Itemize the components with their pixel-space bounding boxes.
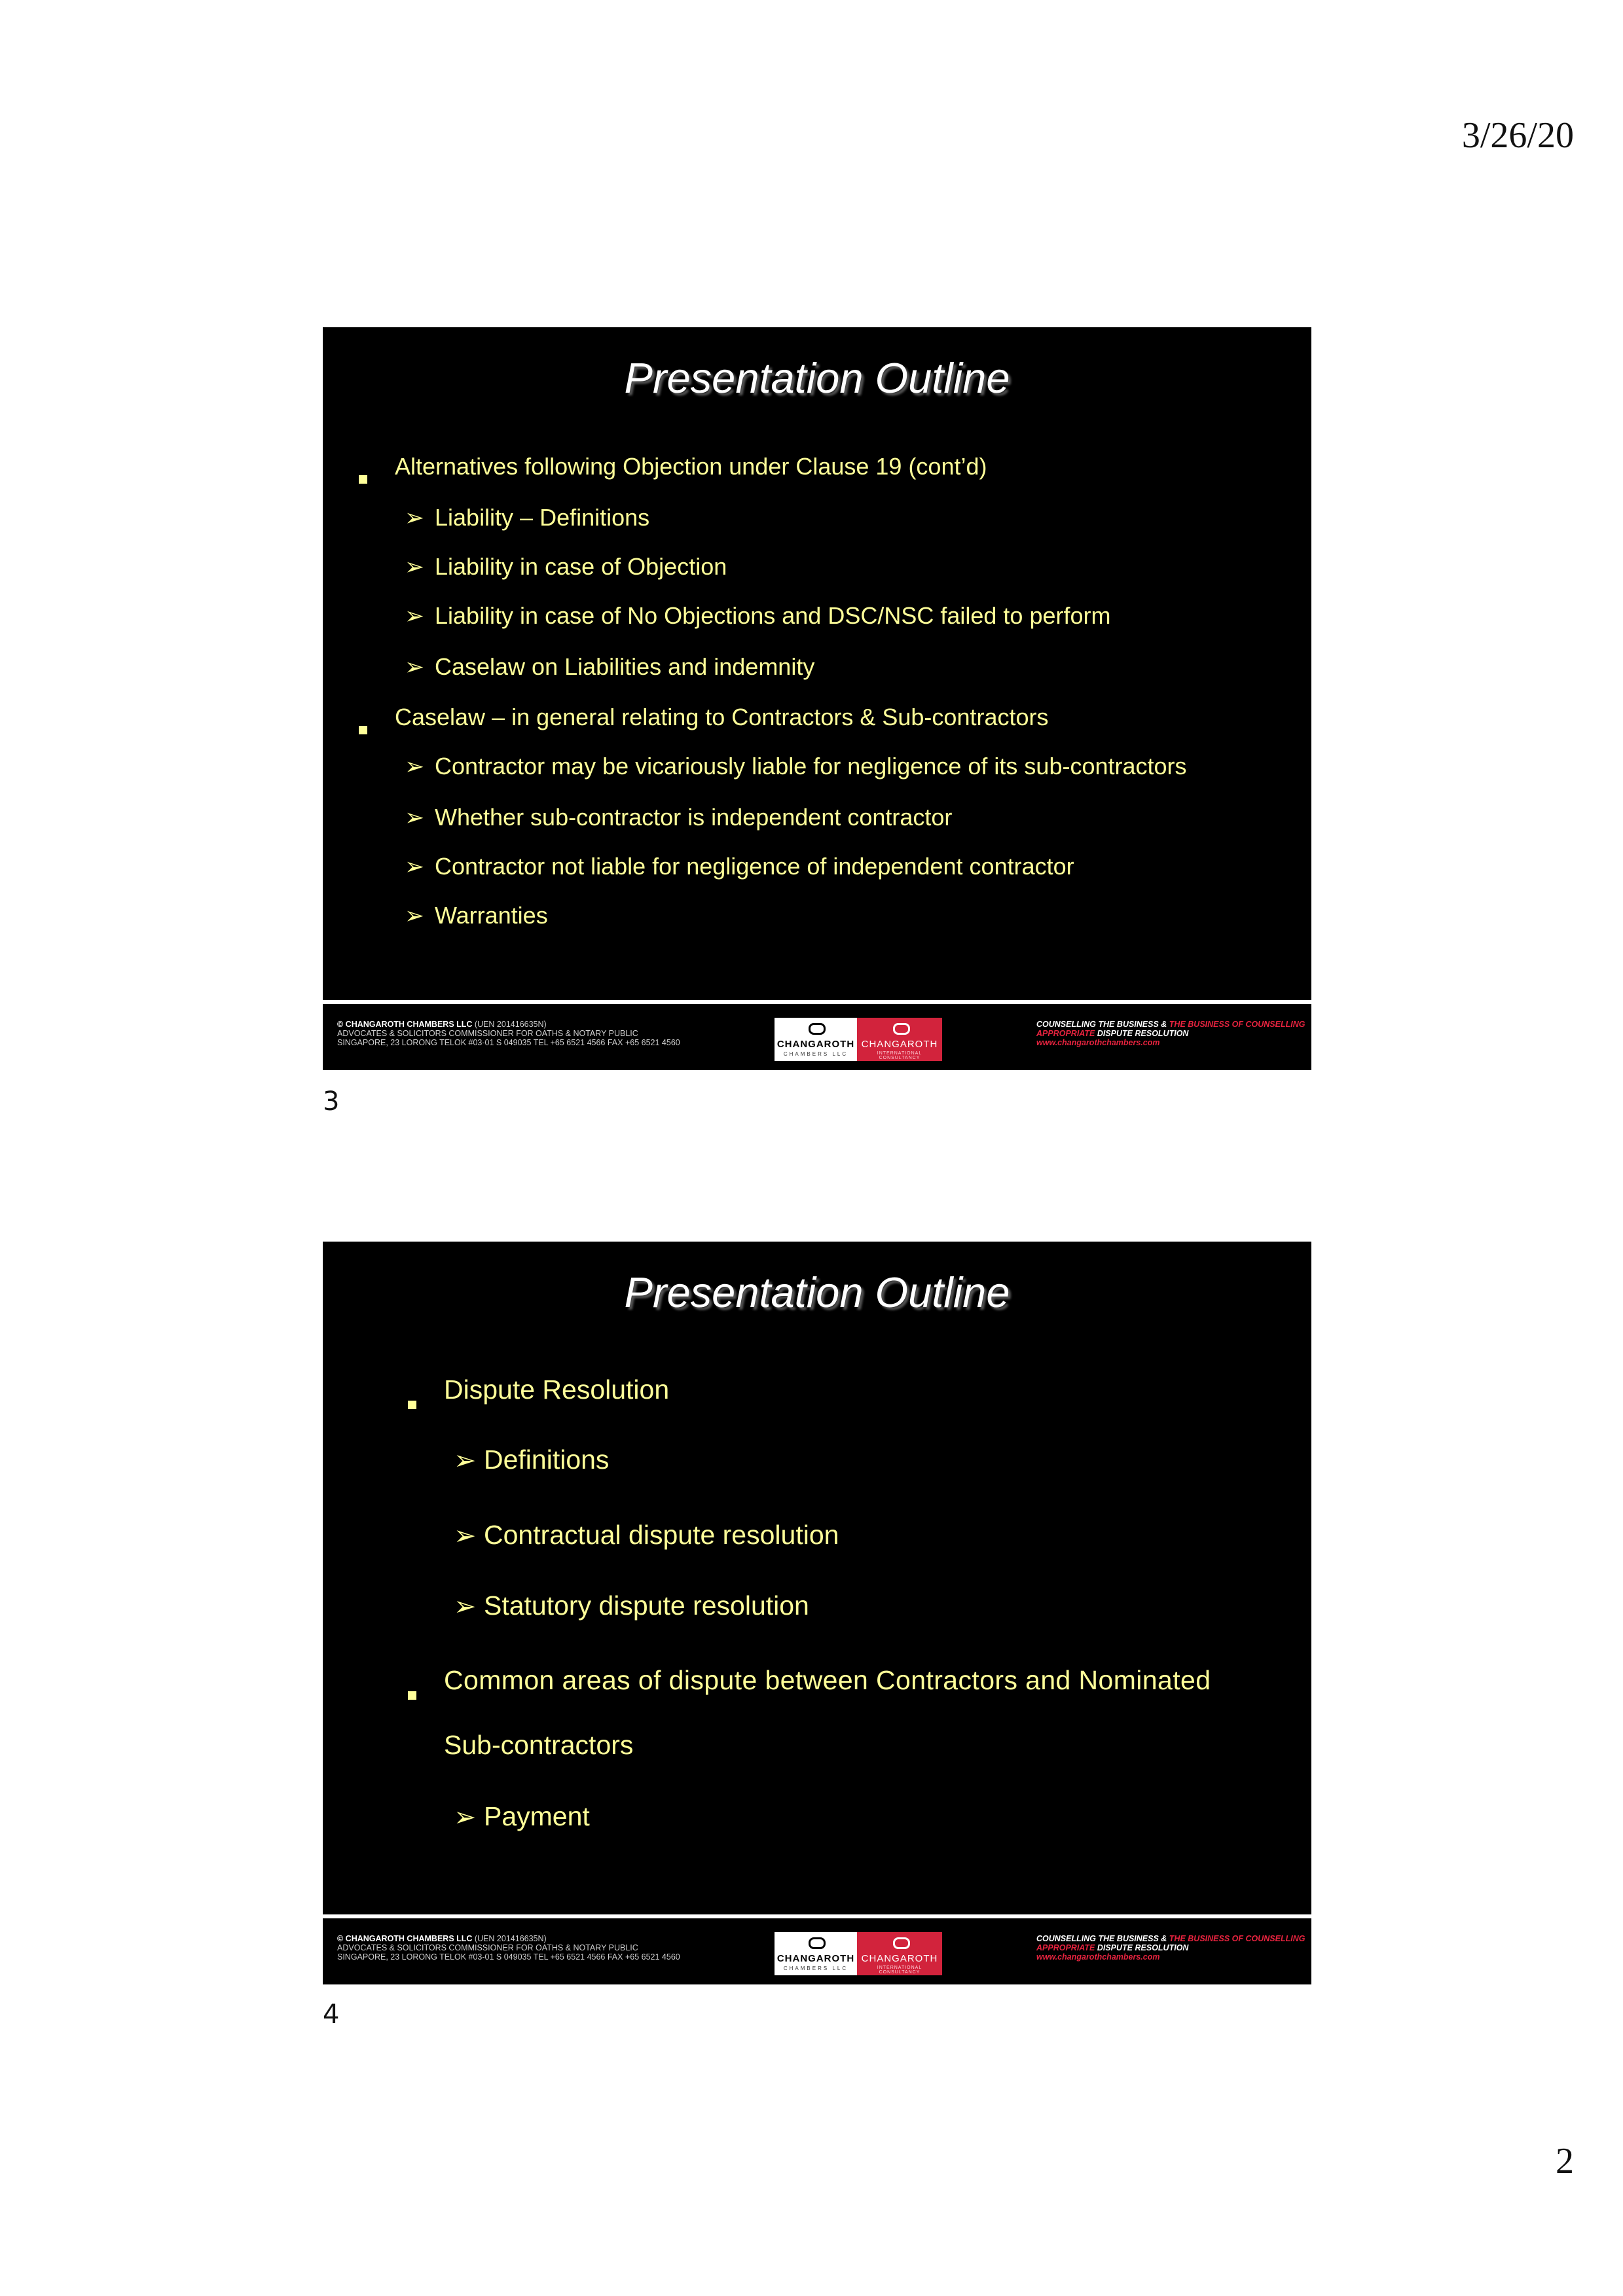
logo-mark-icon bbox=[809, 1937, 826, 1949]
logo-mark-icon bbox=[809, 1023, 826, 1035]
bullet-item: Common areas of dispute between Contractors and Nominated bbox=[408, 1665, 1211, 1696]
arrow-bullet-icon: ➢ bbox=[405, 753, 425, 780]
sub-bullet-item: ➢ Payment bbox=[454, 1801, 590, 1832]
company-logo bbox=[775, 1932, 942, 1975]
sub-bullet-item: ➢ Liability in case of No Objections and DSC/NSC failed to perform bbox=[405, 602, 1111, 629]
bullet-item: Alternatives following Objection under Clause 19 (cont’d) bbox=[359, 453, 987, 480]
footer-divider bbox=[323, 1000, 1311, 1004]
footer-tagline: COUNSELLING THE BUSINESS & THE BUSINESS OF COUNSELLING APPROPRIATE DISPUTE RESOLUTION www.changarothchambers.com bbox=[1036, 1934, 1305, 1962]
chambers-logo: CHANGAROTH CHAMBERS LLC bbox=[775, 1018, 857, 1061]
logo-mark-icon bbox=[893, 1937, 910, 1949]
arrow-bullet-icon: ➢ bbox=[405, 853, 425, 880]
sub-bullet-item: ➢ Contractor may be vicariously liable for negligence of its sub-contractors bbox=[405, 753, 1187, 780]
sub-bullet-item: ➢ Contractor not liable for negligence of independent contractor bbox=[405, 853, 1074, 880]
bullet-item: Dispute Resolution bbox=[408, 1374, 669, 1405]
website-link[interactable]: www.changarothchambers.com bbox=[1036, 1038, 1160, 1047]
arrow-bullet-icon: ➢ bbox=[454, 1520, 477, 1551]
arrow-bullet-icon: ➢ bbox=[454, 1591, 477, 1621]
arrow-bullet-icon: ➢ bbox=[405, 602, 425, 629]
arrow-bullet-icon: ➢ bbox=[405, 902, 425, 929]
square-bullet-icon bbox=[359, 475, 367, 484]
footer-left-info: © CHANGAROTH CHAMBERS LLC (UEN 201416635N) ADVOCATES & SOLICITORS COMMISSIONER FOR OATHS & NOTARY PUBLIC SINGAPORE, 23 LORONG TELOK #03-01 S 049035 TEL +65 6521 4566 FAX +65 6521 4560 bbox=[337, 1020, 680, 1047]
footer-divider bbox=[323, 1914, 1311, 1918]
sub-bullet-item: ➢ Contractual dispute resolution bbox=[454, 1520, 839, 1551]
chambers-logo: CHANGAROTH CHAMBERS LLC bbox=[775, 1932, 857, 1975]
arrow-bullet-icon: ➢ bbox=[405, 553, 425, 580]
page-number: 2 bbox=[1556, 2141, 1574, 2181]
arrow-bullet-icon: ➢ bbox=[405, 653, 425, 680]
sub-bullet-item: ➢ Liability – Definitions bbox=[405, 504, 650, 531]
sub-bullet-item: ➢ Liability in case of Objection bbox=[405, 553, 727, 580]
arrow-bullet-icon: ➢ bbox=[454, 1445, 477, 1475]
slide-3 bbox=[323, 327, 1311, 1070]
square-bullet-icon bbox=[359, 726, 367, 734]
company-logo bbox=[775, 1018, 942, 1061]
sub-bullet-item: ➢ Caselaw on Liabilities and indemnity bbox=[405, 653, 815, 680]
footer-tagline: COUNSELLING THE BUSINESS & THE BUSINESS OF COUNSELLING APPROPRIATE DISPUTE RESOLUTION www.changarothchambers.com bbox=[1036, 1020, 1305, 1047]
logo-mark-icon bbox=[893, 1023, 910, 1035]
consultancy-logo: CHANGAROTH INTERNATIONAL CONSULTANCY bbox=[857, 1018, 942, 1061]
slide-title: Presentation Outline bbox=[624, 354, 1010, 402]
sub-bullet-item: ➢ Statutory dispute resolution bbox=[454, 1590, 809, 1621]
square-bullet-icon bbox=[408, 1691, 416, 1700]
bullet-item: Caselaw – in general relating to Contractors & Sub-contractors bbox=[359, 704, 1049, 731]
arrow-bullet-icon: ➢ bbox=[405, 504, 425, 531]
slide-4 bbox=[323, 1242, 1311, 1984]
bullet-continuation: Sub-contractors bbox=[444, 1730, 634, 1760]
slide-number: 4 bbox=[323, 2000, 340, 2030]
square-bullet-icon bbox=[408, 1401, 416, 1409]
header-date: 3/26/20 bbox=[1461, 115, 1574, 156]
footer-left-info: © CHANGAROTH CHAMBERS LLC (UEN 201416635N) ADVOCATES & SOLICITORS COMMISSIONER FOR OATHS & NOTARY PUBLIC SINGAPORE, 23 LORONG TELOK #03-01 S 049035 TEL +65 6521 4566 FAX +65 6521 4560 bbox=[337, 1934, 680, 1962]
arrow-bullet-icon: ➢ bbox=[454, 1802, 477, 1832]
sub-bullet-item: ➢ Definitions bbox=[454, 1444, 610, 1475]
arrow-bullet-icon: ➢ bbox=[405, 804, 425, 831]
slide-number: 3 bbox=[323, 1086, 340, 1117]
sub-bullet-item: ➢ Whether sub-contractor is independent contractor bbox=[405, 804, 953, 831]
sub-bullet-item: ➢ Warranties bbox=[405, 902, 548, 929]
website-link[interactable]: www.changarothchambers.com bbox=[1036, 1952, 1160, 1962]
slide-title: Presentation Outline bbox=[624, 1268, 1010, 1316]
consultancy-logo: CHANGAROTH INTERNATIONAL CONSULTANCY bbox=[857, 1932, 942, 1975]
